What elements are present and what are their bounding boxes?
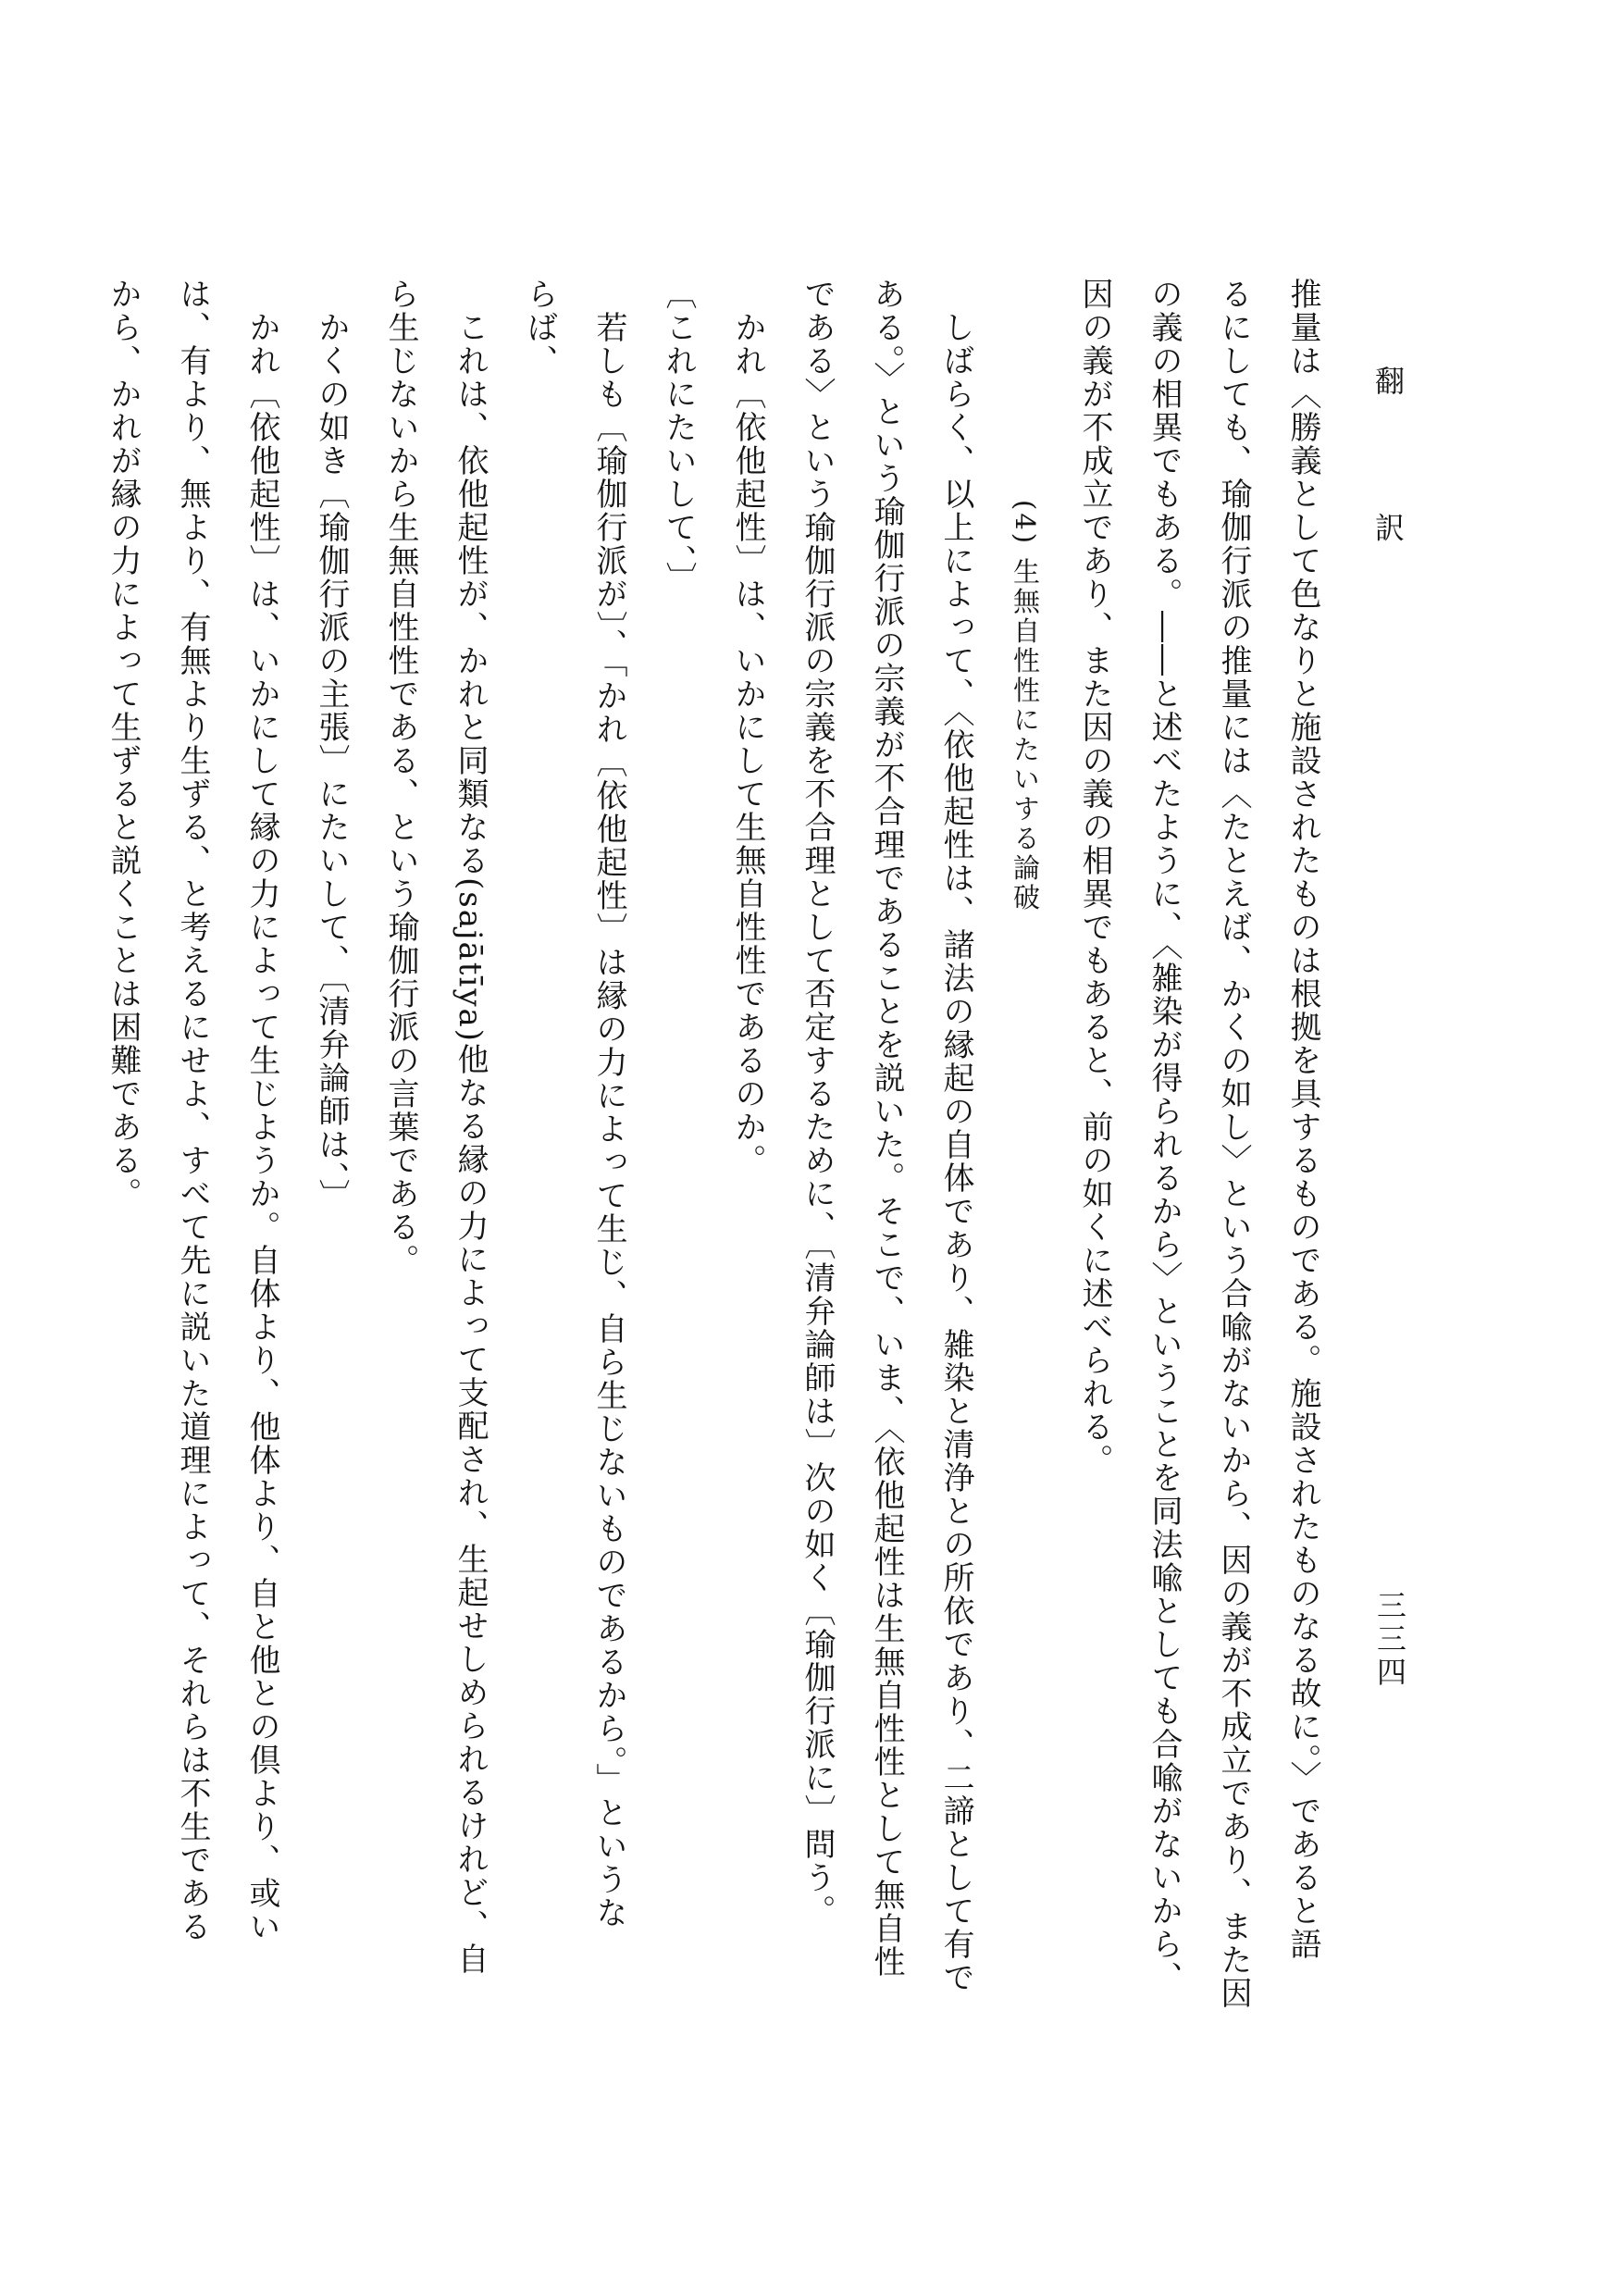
- section-heading: (4) 生無自性性にたいする論破: [1010, 500, 1041, 913]
- text-line: かれ〔依他起性〕は、いかにして縁の力によって生じようか。自体より、他体より、自と他との倶より、或い: [243, 311, 280, 1943]
- text-line: かれ〔依他起性〕は、いかにして生無自性性であるのか。: [729, 311, 766, 1177]
- text-line: の義の相異でもある。――と述べたように、〈雑染が得られるから〉ということを同法喩としても合喩がないから、: [1146, 278, 1183, 1994]
- text-line: から、かれが縁の力によって生ずると説くことは困難である。: [105, 278, 142, 1210]
- text-line: かくの如き〔瑜伽行派の主張〕にたいして、〔清弁論師は、〕: [313, 311, 350, 1212]
- text-line: るにしても、瑜伽行派の推量には〈たとえば、かくの如し〉という合喩がないから、因の義が不成立であり、また因: [1215, 278, 1252, 2010]
- text-line: らば、: [521, 278, 558, 378]
- text-line: 因の義が不成立であり、また因の義の相異でもあると、前の如くに述べられる。: [1076, 278, 1113, 1477]
- text-line: は、有より、無より、有無より生ずる、と考えるにせよ、すべて先に説いた道理によって、それらは不生である: [174, 278, 211, 1943]
- text-line: ある。〉という瑜伽行派の宗義が不合理であることを説いた。そこで、いま、〈依他起性は生無自性性として無自性: [868, 278, 905, 1979]
- text-line: 推量は〈勝義として色なりと施設されたものは根拠を具するものである。施設されたものなる故に。〉であると語: [1284, 278, 1321, 1961]
- text-line: 〔これにたいして、〕: [660, 278, 697, 595]
- text-line: これは、依他起性が、かれと同類なる(sajātīya)他なる縁の力によって支配され、生起せしめられるけれど、自: [452, 311, 489, 1977]
- page-number: 三三四: [1372, 1590, 1407, 1690]
- text-line: 若しも〔瑜伽行派が〕、「かれ〔依他起性〕は縁の力によって生じ、自ら生じないものであるから。」というな: [590, 311, 627, 1930]
- text-line: ら生じないから生無自性性である、という瑜伽行派の言葉である。: [382, 278, 419, 1277]
- body-text: [105, 278, 1337, 2082]
- text-line: である〉という瑜伽行派の宗義を不合理として否定するために、〔清弁論師は〕次の如く〔瑜伽行派に〕問う。: [799, 278, 836, 1928]
- running-head: 翻 訳: [1370, 366, 1406, 596]
- text-line: しばらく、以上によって、〈依他起性は、諸法の縁起の自体であり、雑染と清浄との所依であり、二諦として有で: [937, 311, 974, 1994]
